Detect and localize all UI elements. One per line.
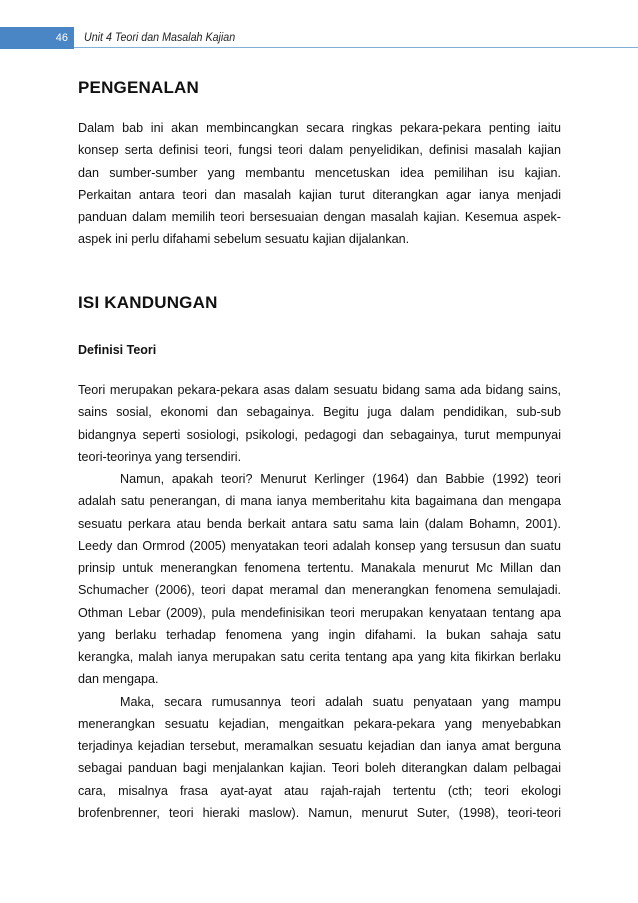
page-header [0, 27, 638, 49]
text-line: adalah satu penerangan, di mana ianya memberitahu kita bagaimana dan mengapa [78, 494, 561, 509]
text-line: terjadinya kejadian tersebut, meramalkan sesuatu kejadian dan ianya amat berguna [78, 739, 561, 753]
section-title-pengenalan: PENGENALAN [78, 78, 200, 97]
text-line: prinsip untuk menerangkan fenomena tertentu. Manakala menurut Mc Millan dan [78, 561, 561, 575]
text-line: teori-teorinya yang tersendiri. [78, 449, 242, 464]
paragraph-pengenalan [78, 117, 561, 251]
text-line: bidangnya seperti sosiologi, psikologi, pedagogi dan sebagainya, turut mempunyai [78, 427, 561, 442]
text-line: dan sumber-sumber yang membantu mencetuskan idea pemilihan isu kajian. [78, 165, 561, 180]
text-line: Teori merupakan pekara-pekara asas dalam sesuatu bidang sama ada bidang sains, [78, 383, 561, 397]
text-line: Schumacher (2006), teori dapat meramal dan menerangkan fenomena semulajadi. [78, 583, 561, 598]
text-line: kerangka, malah ianya merupakan satu cerita tentang apa yang kita fikirkan berlaku [78, 650, 561, 664]
page-number: 46 [0, 27, 74, 49]
text-line: Othman Lebar (2009), pula mendefinisikan teori merupakan kenyataan tentang apa [78, 605, 561, 620]
text-line: aspek ini perlu difahami sebelum sesuatu kajian dijalankan. [78, 232, 410, 247]
section-title-isi-kandungan: ISI KANDUNGAN [78, 293, 218, 312]
text-line: brofenbrenner, teori hieraki maslow). Namun, menurut Suter, (1998), teori-teori [78, 805, 561, 820]
text-line: Dalam bab ini akan membincangkan secara ringkas pekara-pekara penting iaitu [78, 121, 561, 135]
text-line: dan mengapa. [78, 672, 159, 687]
text-line: Namun, apakah teori? Menurut Kerlinger (1964) dan Babbie (1992) teori [120, 472, 561, 486]
unit-title: Unit 4 Teori dan Masalah Kajian [84, 32, 236, 44]
header-rule [74, 47, 638, 48]
text-line: cara, misalnya frasa ayat-ayat atau rajah-rajah tertentu (cth; teori ekologi [78, 783, 561, 798]
text-line: menerangkan sesuatu kejadian, mengaitkan pekara-pekara yang menyebabkan [78, 716, 561, 731]
text-line: Leedy dan Ormrod (2005) menyatakan teori adalah konsep yang tersusun dan suatu [78, 538, 561, 553]
text-line: Perkaitan antara teori dan masalah kajian turut diterangkan agar ianya menjadi [78, 187, 561, 202]
text-line: Maka, secara rumusannya teori adalah suatu penyataan yang mampu [120, 694, 561, 709]
paragraph-definisi-teori [78, 379, 561, 824]
text-line: sesuatu perkara atau benda berkait antara satu sama lain (dalam Bohamn, 2001). [78, 516, 561, 531]
text-line: sains sosial, ekonomi dan sebagainya. Begitu juga dalam pendidikan, sub-sub [78, 405, 561, 420]
text-line: konsep serta definisi teori, fungsi teori dalam penyelidikan, definisi masalah kajian [78, 143, 561, 158]
subheading-definisi-teori: Definisi Teori [78, 343, 157, 357]
text-line: sebagai panduan bagi menjalankan kajian. Teori boleh diterangkan dalam pelbagai [78, 761, 561, 776]
text-line: panduan dalam memilih teori bersesuaian dengan masalah kajian. Kesemua aspek- [78, 210, 561, 224]
text-line: yang berlaku terhadap fenomena yang ingin difahami. Ia bukan sahaja satu [78, 627, 561, 642]
